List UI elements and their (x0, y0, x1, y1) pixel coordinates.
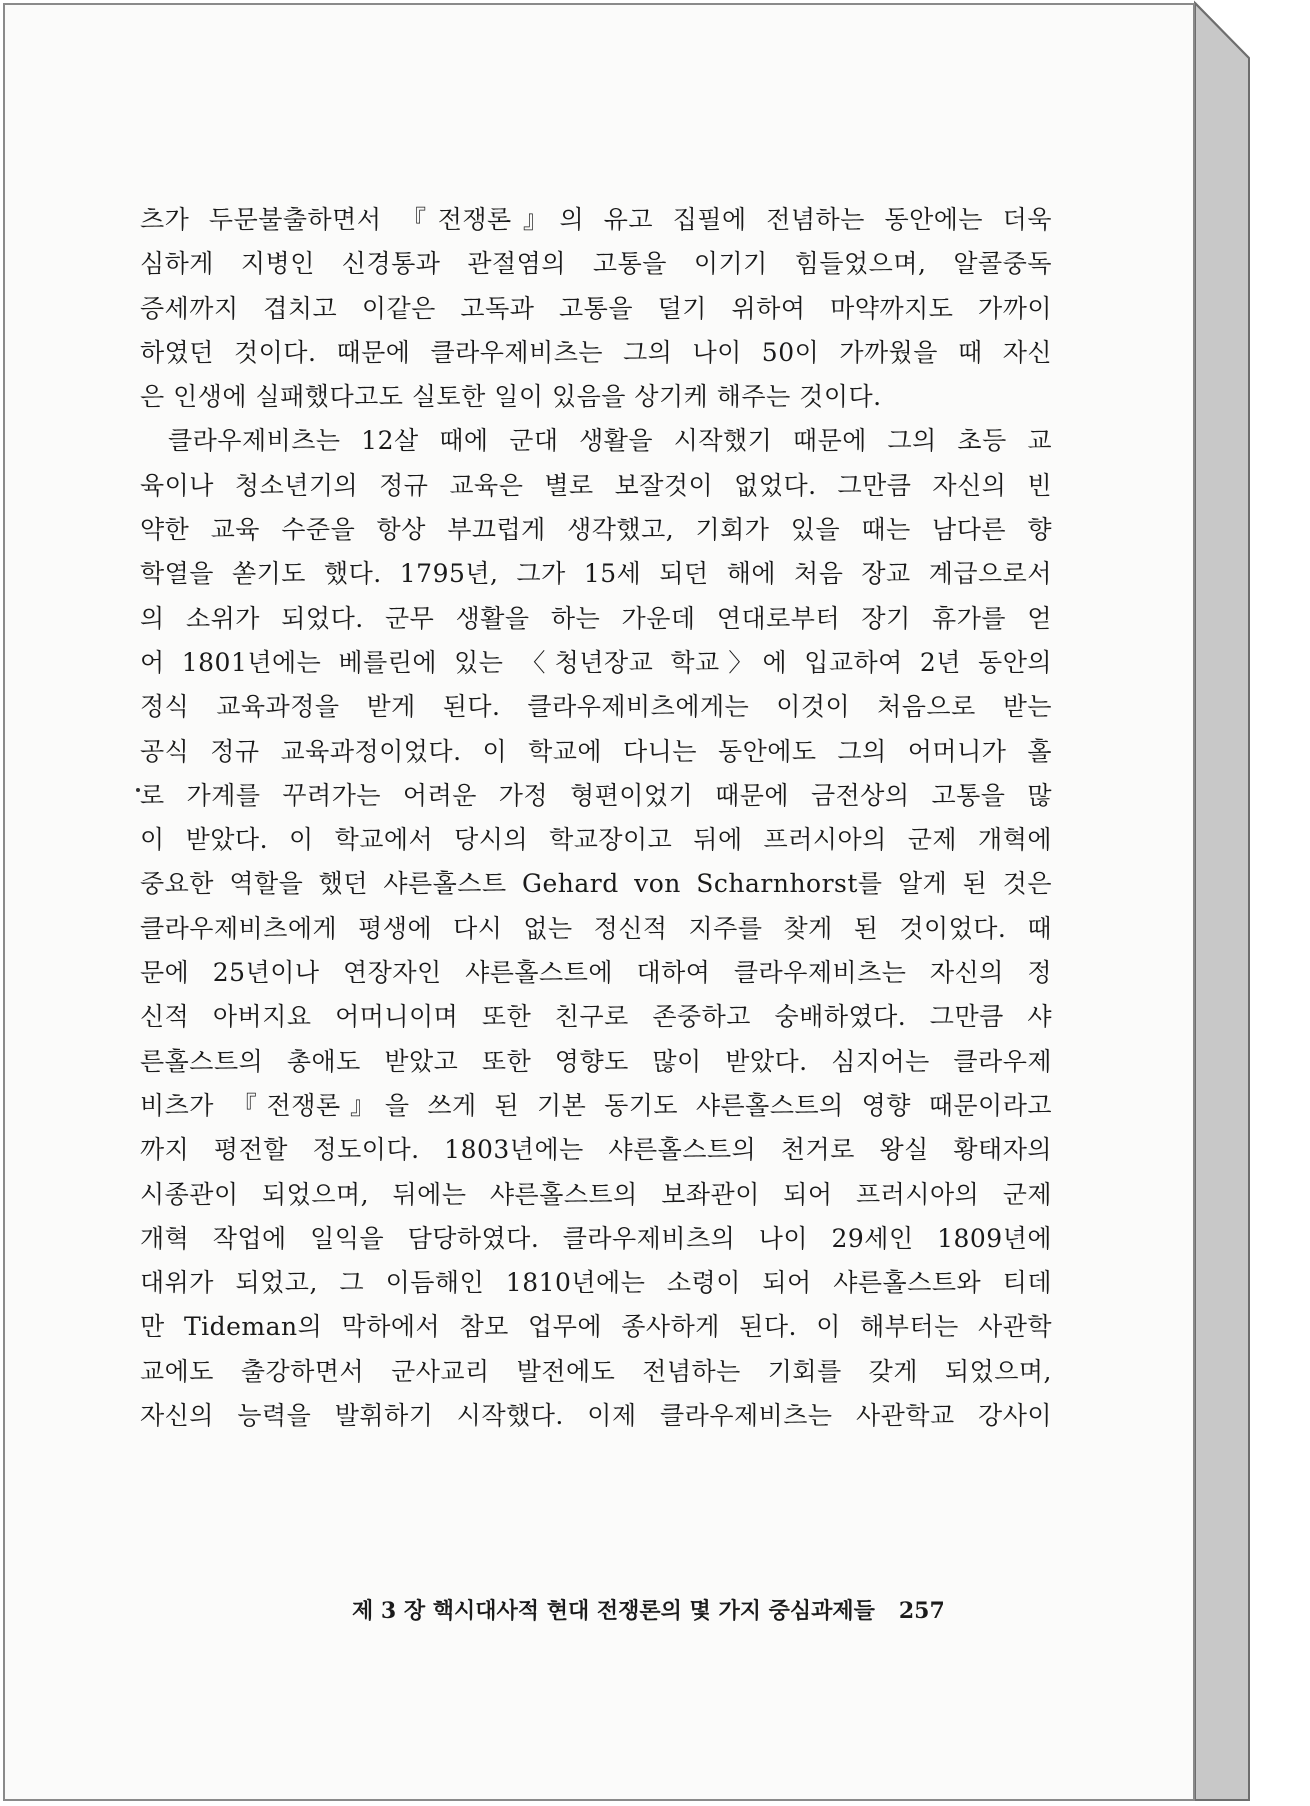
text-line: 심하게 지병인 신경통과 관절염의 고통을 이기기 힘들었으며, 알콜중독 (140, 249, 1052, 279)
text-line: 공식 정규 교육과정이었다. 이 학교에 다니는 동안에도 그의 어머니가 홀 (140, 736, 1052, 766)
text-line: 학열을 쏟기도 했다. 1795년, 그가 15세 되던 해에 처음 장교 계급으로서 (140, 559, 1052, 589)
running-footer (352, 1589, 945, 1633)
text-line: 신적 아버지요 어머니이며 또한 친구로 존중하고 숭배하였다. 그만큼 샤 (140, 1002, 1052, 1032)
text-line: 츠가 두문불출하면서 『전쟁론』의 유고 집필에 전념하는 동안에는 더욱 (140, 205, 1052, 234)
text-line: 증세까지 겹치고 이같은 고독과 고통을 덜기 위하여 마약까지도 가까이 (140, 293, 1052, 323)
text-line: 은 인생에 실패했다고도 실토한 일이 있음을 상기케 해주는 것이다. (140, 382, 882, 412)
text-line: 자신의 능력을 발휘하기 시작했다. 이제 클라우제비츠는 사관학교 강사이 (140, 1401, 1052, 1431)
text-line: 로 가계를 꾸려가는 어려운 가정 형편이었기 때문에 금전상의 고통을 많 (140, 780, 1052, 810)
text-line: 비츠가 『전쟁론』을 쓰게 된 기본 동기도 샤른홀스트의 영향 때문이라고 (140, 1090, 1052, 1120)
text-line: 중요한 역할을 했던 샤른홀스트 Gehard von Scharnhorst를 알게 된 것은 (140, 869, 1052, 899)
page-stack-edge (1195, 3, 1249, 1800)
text-line: 시종관이 되었으며, 뒤에는 샤른홀스트의 보좌관이 되어 프러시아의 군제 (140, 1179, 1052, 1209)
text-line: 른홀스트의 총애도 받았고 또한 영향도 많이 받았다. 심지어는 클라우제 (140, 1046, 1052, 1076)
text-line: 이 받았다. 이 학교에서 당시의 학교장이고 뒤에 프러시아의 군제 개혁에 (140, 825, 1052, 855)
text-line: 문에 25년이나 연장자인 샤른홀스트에 대하여 클라우제비츠는 자신의 정 (140, 958, 1052, 988)
text-line: 하였던 것이다. 때문에 클라우제비츠는 그의 나이 50이 가까웠을 때 자신 (140, 337, 1052, 367)
text-line: 의 소위가 되었다. 군무 생활을 하는 가운데 연대로부터 장기 휴가를 얻 (140, 603, 1052, 633)
text-line: 약한 교육 수준을 항상 부끄럽게 생각했고, 기회가 있을 때는 남다른 향 (140, 515, 1052, 545)
text-line: 대위가 되었고, 그 이듬해인 1810년에는 소령이 되어 샤른홀스트와 티데 (140, 1268, 1052, 1298)
page-number: 257 (898, 1598, 945, 1624)
text-line: 어 1801년에는 베를린에 있는 〈청년장교 학교〉에 입교하여 2년 동안의 (140, 647, 1052, 677)
chapter-title: 제 3 장 핵시대사적 현대 전쟁론의 몇 가지 중심과제들 (352, 1598, 875, 1624)
text-line: 육이나 청소년기의 정규 교육은 별로 보잘것이 없었다. 그만큼 자신의 빈 (140, 470, 1052, 500)
text-line: 클라우제비츠는 12살 때에 군대 생활을 시작했기 때문에 그의 초등 교 (168, 426, 1052, 456)
text-line: 클라우제비츠에게 평생에 다시 없는 정신적 지주를 찾게 된 것이었다. 때 (140, 913, 1052, 943)
text-line: 까지 평전할 정도이다. 1803년에는 샤른홀스트의 천거로 왕실 황태자의 (140, 1135, 1052, 1165)
text-line: 만 Tideman의 막하에서 참모 업무에 종사하게 된다. 이 해부터는 사관학 (140, 1312, 1052, 1342)
text-line: 교에도 출강하면서 군사교리 발전에도 전념하는 기회를 갖게 되었으며, (140, 1356, 1052, 1386)
body-text (140, 198, 1052, 1438)
text-line: 개혁 작업에 일익을 담당하였다. 클라우제비츠의 나이 29세인 1809년에 (140, 1223, 1052, 1253)
text-line: 정식 교육과정을 받게 된다. 클라우제비츠에게는 이것이 처음으로 받는 (140, 692, 1052, 722)
